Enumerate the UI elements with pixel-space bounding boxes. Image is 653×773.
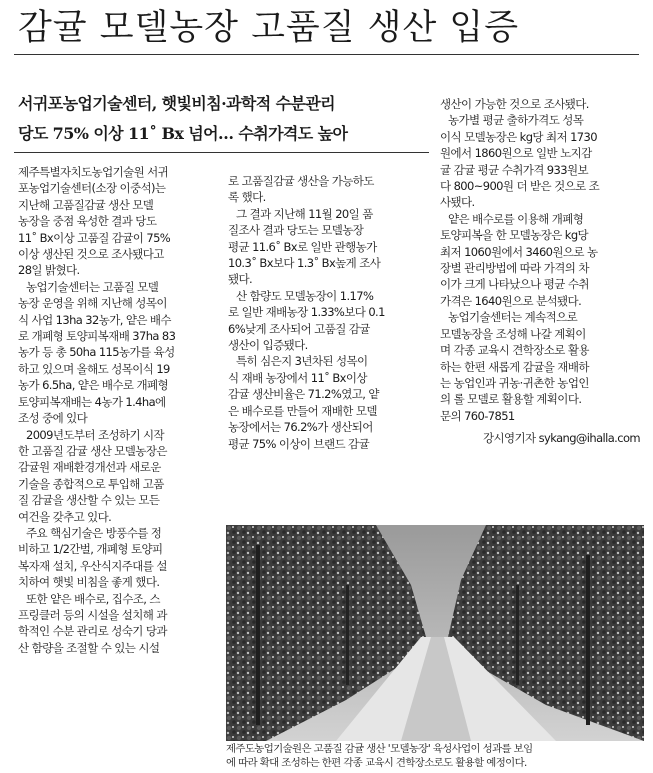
body-line: 학적인 수분 관리로 성숙기 당과 [18, 624, 167, 639]
orchard-photo-image [226, 525, 644, 741]
body-line: 한 고품질 감귤 생산 모델농장은 [18, 443, 167, 458]
body-line: 다 800~900원 더 받은 것으로 조 [440, 179, 600, 194]
body-line: 치하여 햇빛 비침을 좋게 했다. [18, 575, 160, 590]
headline: 감귤 모델농장 고품질 생산 입증 [18, 8, 520, 48]
body-line: 사됐다. [440, 195, 475, 210]
body-line: 농장 운영을 위해 지난해 성목이 [18, 296, 167, 311]
body-line: 감귤 생산비율은 71.2%였고, 얕 [228, 387, 379, 402]
body-line: 장별 관리방법에 따라 가격의 차 [440, 261, 589, 276]
body-line: 제주특별자치도농업기술원 서귀 [18, 165, 169, 179]
body-line: 농장에서는 76.2%가 생산되어 [228, 420, 373, 435]
body-line: 며 각종 교육시 견학장소로 활용 [440, 343, 589, 358]
body-line: 는 농업인과 귀농·귀촌한 농업인 [440, 375, 589, 390]
article-column-2 [228, 173, 426, 452]
body-line: 지난해 고품질감귤 생산 모델 [18, 197, 154, 212]
body-line: 평균 11.6˚ Bx로 일반 관행농가 [228, 239, 377, 254]
body-line: 이가 크게 나타났으나 평균 수취 [440, 277, 589, 292]
body-line: 여건을 갖추고 있다. [18, 509, 112, 524]
body-line: 질조사 결과 당도는 모델농장 [228, 223, 364, 238]
body-line: 로 일반 재배농장 1.33%보다 0.1 [228, 305, 385, 320]
body-line: 이식 모델농장은 kg당 최저 1730 [440, 129, 597, 144]
body-line: 은 배수로를 만들어 재배한 모델 [228, 403, 377, 418]
article-column-1 [18, 164, 215, 656]
body-line: 농업기술센터는 계속적으로 [448, 310, 578, 325]
body-line: 의 롤 모델로 활용할 계획이다. [440, 392, 582, 407]
body-line: 비하고 1/2간벌, 개폐형 토양피 [18, 542, 163, 557]
body-line: 평균 75% 이상이 브랜드 감귤 [228, 436, 370, 451]
body-line: 로 고품질감귤 생산을 가능하도 [228, 174, 374, 188]
body-line: 하고 있으며 올해도 성목이식 19 [18, 361, 170, 376]
body-line: 산 함량을 조절할 수 있는 시설 [18, 640, 160, 655]
subhead-line-1: 서귀포농업기술센터, 햇빛비침·과학적 수분관리 [18, 94, 336, 113]
body-line: 프링클러 등의 시설을 설치해 과 [18, 607, 167, 622]
photo-caption [226, 742, 644, 770]
body-line: 11˚ Bx이상 고품질 감귤이 75% [18, 230, 171, 245]
byline: 강시영기자 sykang@ihalla.com [483, 431, 640, 446]
headline-rule [14, 54, 639, 55]
body-line: 하는 한편 새롭게 감귤을 재배하 [440, 359, 589, 374]
subhead-rule [14, 152, 429, 153]
body-line: 감귤원 재배환경개선과 새로운 [18, 460, 161, 475]
caption-line-2: 에 따라 확대 조성하는 한편 각종 교육시 견학장소로도 활용할 예정이다. [226, 757, 527, 769]
body-line: 조성 중에 있다 [18, 411, 88, 426]
body-line: 생산이 입증됐다. [228, 338, 308, 353]
caption-line-1: 제주도농업기술원은 고품질 감귤 생산 '모델농장' 육성사업이 성과를 보임 [226, 743, 533, 755]
body-line: 가격은 1640원으로 분석됐다. [440, 293, 582, 308]
body-line: 토양피복재배는 4농가 1.4ha에 [18, 394, 166, 409]
body-line: 또한 얕은 배수로, 집수조, 스 [26, 591, 160, 606]
body-line: 이상 생산된 것으로 조사됐다고 [18, 247, 164, 262]
body-line: 록 했다. [228, 190, 266, 205]
body-line: 최저 1060원에서 3460원으로 농 [440, 244, 598, 259]
body-line: 농가별 평균 출하가격도 성목 [448, 113, 584, 128]
body-line: 얕은 배수로를 이용해 개폐형 [448, 211, 584, 226]
body-line: 특히 심은지 3년차된 성목이 [236, 354, 368, 369]
body-line: 농장을 중점 육성한 결과 당도 [18, 214, 157, 229]
body-line: 6%낮게 조사되어 고품질 감귤 [228, 321, 370, 336]
body-line: 생산이 가능한 것으로 조사됐다. [440, 97, 589, 111]
article-column-3 [440, 96, 640, 447]
body-line: 그 결과 지난해 11월 20일 품 [236, 206, 373, 221]
body-line: 문의 760-7851 [440, 408, 515, 423]
body-line: 농가 등 총 50ha 115농가를 육성 [18, 345, 175, 360]
body-line: 2009년도부터 조성하기 시작 [26, 427, 165, 442]
body-line: 포농업기술센터(소장 이중석)는 [18, 181, 166, 196]
body-line: 질 감귤을 생산할 수 있는 모든 [18, 493, 160, 508]
orchard-photo [226, 525, 644, 741]
body-line: 귤 감귤 평균 수취가격 933원보 [440, 162, 588, 177]
body-line: 28일 밝혔다. [18, 263, 80, 278]
body-line: 기술을 종합적으로 투입해 고품 [18, 476, 164, 491]
body-line: 복자재 설치, 우산식지주대를 설 [18, 558, 167, 573]
body-line: 농가 6.5ha, 얕은 배수로 개폐형 [18, 378, 168, 393]
subhead-line-2: 당도 75% 이상 11˚ Bx 넘어… 수취가격도 높아 [18, 124, 348, 143]
body-line: 원에서 1860원으로 일반 노지감 [440, 146, 592, 161]
body-line: 10.3˚ Bx보다 1.3˚ Bx높게 조사 [228, 256, 381, 271]
body-line: 식 재배 농장에서 11˚ Bx이상 [228, 370, 367, 385]
body-line: 모델농장을 조성해 나갈 계획이 [440, 326, 586, 341]
body-line: 토양피복을 한 모델농장은 kg당 [440, 228, 589, 243]
body-line: 농업기술센터는 고품질 모델 [26, 279, 159, 294]
body-line: 됐다. [228, 272, 253, 287]
body-line: 주요 핵심기술은 방풍수를 정 [26, 525, 162, 540]
body-line: 식 사업 13ha 32농가, 얕은 배수 [18, 312, 171, 327]
body-line: 산 함량도 모델농장이 1.17% [236, 288, 374, 303]
body-line: 로 개폐형 토양피복재배 37ha 83 [18, 329, 176, 344]
